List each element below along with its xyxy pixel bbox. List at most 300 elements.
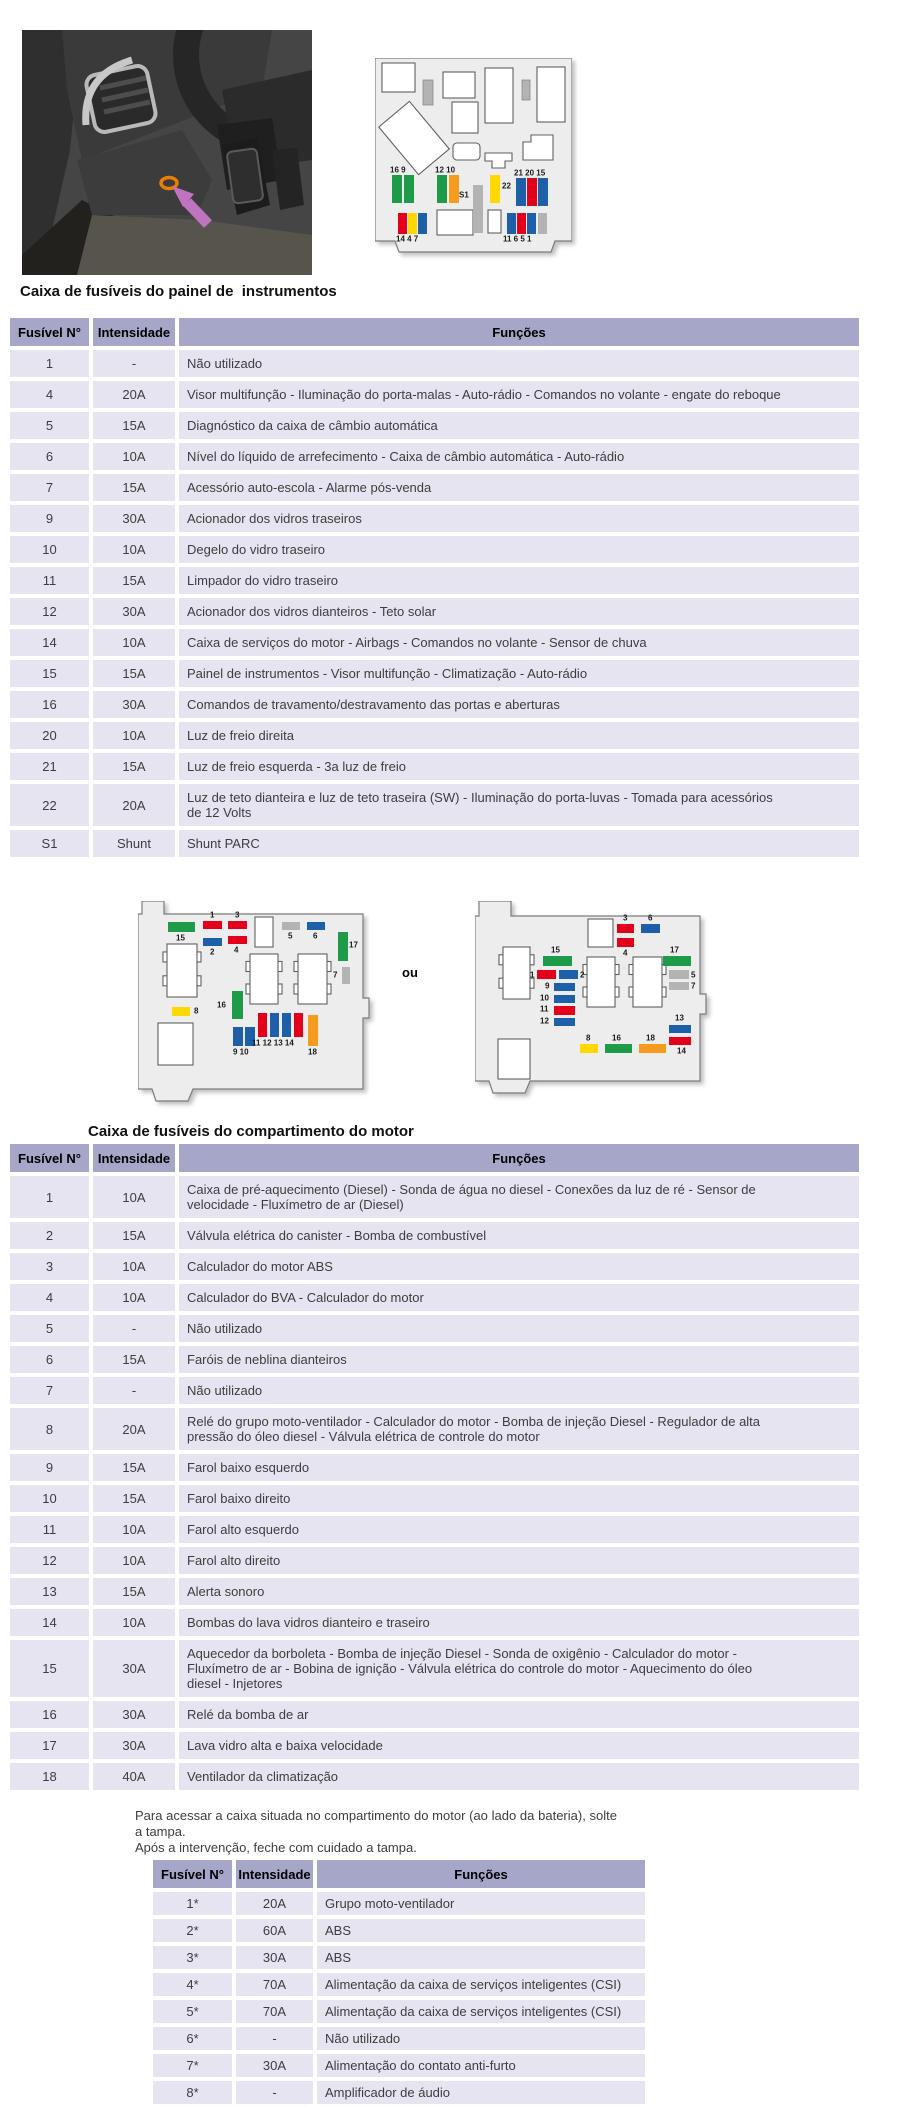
fuse-functions: Shunt PARC (179, 830, 859, 857)
fuse-functions: Alerta sonoro (179, 1578, 859, 1605)
fuse-row (10, 830, 859, 857)
fuse-row (10, 412, 859, 439)
fuse-6 (517, 213, 526, 234)
fuse-row (10, 1315, 859, 1342)
fuse-table-battery (149, 1856, 649, 2108)
fuse-functions: Não utilizado (179, 1315, 859, 1342)
fuse-amperage: 20A (93, 381, 175, 408)
fuse-number: 14 (10, 1609, 89, 1636)
fuse-functions: Não utilizado (317, 2027, 645, 2050)
fuse-functions: Alimentação do contato anti-furto (317, 2054, 645, 2077)
fuse-8 (580, 1044, 598, 1053)
fuse-label: 11 6 5 1 (503, 234, 532, 244)
fuse-amperage: 20A (93, 1408, 175, 1450)
fuse-label: 12 (540, 1016, 549, 1026)
fuse-number: 3* (153, 1946, 232, 1969)
fuse-functions: Ventilador da climatização (179, 1763, 859, 1790)
fuse-label: 14 4 7 (396, 234, 419, 244)
fuse-row (10, 691, 859, 718)
fuse-14 (669, 1037, 691, 1045)
fuse-number: 6* (153, 2027, 232, 2050)
fuse-amperage: 15A (93, 753, 175, 780)
fuse-6 (307, 922, 325, 930)
fuse-number: 9 (10, 1454, 89, 1481)
fuse-functions: ABS (317, 1919, 645, 1942)
column-header: Intensidade (93, 1144, 175, 1172)
fuse-row (10, 1516, 859, 1543)
column-header: Fusível N° (10, 1144, 89, 1172)
fuse-number: 5 (10, 412, 89, 439)
fuse-S1 (473, 185, 483, 233)
fuse-amperage: 15A (93, 1454, 175, 1481)
fuse-functions: Diagnóstico da caixa de câmbio automática (179, 412, 859, 439)
fuse-4 (617, 938, 634, 947)
fuse-amperage: 10A (93, 536, 175, 563)
fuse-label: 1 (530, 970, 535, 980)
fuse-14 (398, 213, 407, 234)
fuse-amperage: 10A (93, 722, 175, 749)
fuse-number: 7 (10, 1377, 89, 1404)
fuse-label: 7 (333, 970, 338, 980)
fuse-18 (639, 1044, 666, 1053)
fuse-9 (233, 1027, 243, 1046)
fuse-label: 17 (349, 940, 358, 950)
fuse-amperage: - (93, 1377, 175, 1404)
relay-slot (423, 80, 433, 105)
fuse-row (10, 1454, 859, 1481)
section-title-panel: Caixa de fusíveis do painel de instrumentos (20, 283, 337, 300)
fuse-row (153, 2000, 645, 2023)
fuse-row (10, 660, 859, 687)
fuse-functions: Não utilizado (179, 1377, 859, 1404)
fuse-label: 2 (210, 947, 215, 957)
fuse-functions: Acionador dos vidros dianteiros - Teto solar (179, 598, 859, 625)
fuse-label: 14 (677, 1046, 686, 1056)
fuse-12 (437, 175, 447, 203)
fuse-number: 9 (10, 505, 89, 532)
fuse-1 (537, 970, 556, 979)
fuse-amperage: - (236, 2081, 313, 2104)
fuse-amperage: 30A (93, 1732, 175, 1759)
fuse-label: 10 (540, 993, 549, 1003)
fuse-label: S1 (459, 190, 469, 200)
fuse-label: 8 (194, 1006, 199, 1016)
relay-slot (452, 102, 478, 133)
fuse-2 (559, 970, 578, 979)
fuse-amperage: - (93, 1315, 175, 1342)
fuse-amperage: 15A (93, 1222, 175, 1249)
fuse-row (10, 784, 859, 826)
access-note-line1: Para acessar a caixa situada no compartimento do motor (ao lado da bateria), solte a tampa. (135, 1808, 617, 1839)
fuse-amperage: 15A (93, 474, 175, 501)
fuse-number: 16 (10, 691, 89, 718)
fuse-label: 16 9 (390, 165, 406, 175)
relay-slot (498, 1039, 530, 1079)
fuse-row (10, 474, 859, 501)
fuse-functions: Caixa de serviços do motor - Airbags - Comandos no volante - Sensor de chuva (179, 629, 859, 656)
fuse-functions: Luz de freio esquerda - 3a luz de freio (179, 753, 859, 780)
fuse-amperage: 15A (93, 412, 175, 439)
fuse-14 (294, 1013, 303, 1037)
column-header: Funções (317, 1860, 645, 1888)
fuse-number: 21 (10, 753, 89, 780)
relay-slot (485, 68, 513, 123)
fuse-row (10, 567, 859, 594)
fuse-functions: Amplificador de áudio (317, 2081, 645, 2104)
fuse-label: 7 (691, 981, 696, 991)
column-header: Fusível N° (153, 1860, 232, 1888)
fuse-label: 3 (235, 910, 240, 920)
fuse-label: 5 (691, 970, 696, 980)
relay-slot (522, 80, 530, 100)
relay-slot (588, 919, 613, 947)
column-header: Funções (179, 318, 859, 346)
fuse-label: 8 (586, 1033, 591, 1043)
fuse-label: 11 (540, 1004, 549, 1014)
fuse-number: 5 (10, 1315, 89, 1342)
panel-fusebox-diagram (375, 58, 572, 259)
fuse-21 (516, 178, 526, 206)
fuse-number: 2* (153, 1919, 232, 1942)
fuse-row (10, 1176, 859, 1218)
fuse-label: 3 (623, 913, 628, 923)
fuse-row (10, 598, 859, 625)
fuse-label: 22 (502, 181, 511, 191)
fuse-17 (338, 932, 348, 961)
fuse-22 (490, 175, 500, 203)
relay-slot (158, 1023, 193, 1065)
fuse-functions: Calculador do BVA - Calculador do motor (179, 1284, 859, 1311)
fuse-amperage: 40A (93, 1763, 175, 1790)
fuse-row (10, 629, 859, 656)
fuse-functions: Lava vidro alta e baixa velocidade (179, 1732, 859, 1759)
fuse-row (10, 505, 859, 532)
fuse-row (153, 2054, 645, 2077)
fuse-label: 9 (545, 981, 550, 991)
fuse-functions: Acionador dos vidros traseiros (179, 505, 859, 532)
engine-figures (0, 901, 916, 1113)
fuse-label: 6 (313, 931, 318, 941)
fuse-row (10, 1609, 859, 1636)
fuse-number: 11 (10, 567, 89, 594)
fuse-functions: Alimentação da caixa de serviços inteligentes (CSI) (317, 2000, 645, 2023)
fuse-number: 4 (10, 1284, 89, 1311)
fuse-label: 5 (288, 931, 293, 941)
fuse-functions: Visor multifunção - Iluminação do porta-malas - Auto-rádio - Comandos no volante - engate do reboque (179, 381, 859, 408)
fuse-functions: Farol alto esquerdo (179, 1516, 859, 1543)
fuse-row (153, 1946, 645, 1969)
fuse-number: 17 (10, 1732, 89, 1759)
or-label: ou (402, 965, 418, 980)
engine-fusebox-diagram-right (475, 901, 708, 1108)
relay-slot (587, 957, 615, 1007)
fuse-number: 4* (153, 1973, 232, 1996)
fuse-number: 5* (153, 2000, 232, 2023)
fuse-amperage: Shunt (93, 830, 175, 857)
fuse-row (10, 1547, 859, 1574)
fuse-6 (641, 924, 660, 933)
fuse-amperage: 20A (236, 1892, 313, 1915)
fuse-12 (270, 1013, 279, 1037)
fuse-functions: Luz de teto dianteira e luz de teto traseira (SW) - Iluminação do porta-luvas - Tomada para acessórios de 12 Volts (179, 784, 859, 826)
relay-slot (382, 63, 415, 92)
relay-slot (488, 210, 501, 233)
fuse-row (10, 1253, 859, 1280)
fuse-label: 17 (670, 945, 679, 955)
fuse-4 (228, 936, 247, 944)
fuse-table-panel (6, 314, 863, 861)
fuse-11 (507, 213, 516, 234)
fuse-13 (669, 1025, 691, 1033)
fuse-functions: Luz de freio direita (179, 722, 859, 749)
fuse-number: 20 (10, 722, 89, 749)
fuse-13 (282, 1013, 291, 1037)
fuse-row (10, 1701, 859, 1728)
fuse-amperage: 10A (93, 629, 175, 656)
relay-slot (453, 143, 480, 160)
fuse-5 (282, 922, 300, 930)
fuse-number: 18 (10, 1763, 89, 1790)
fuse-number: 12 (10, 598, 89, 625)
fuse-number: 15 (10, 1640, 89, 1697)
fuse-label: 18 (646, 1033, 655, 1043)
access-note (135, 1808, 617, 1856)
fuse-amperage: 10A (93, 1609, 175, 1636)
fuse-label: 4 (623, 948, 628, 958)
fuse-15 (543, 956, 572, 966)
fuse-amperage: - (93, 350, 175, 377)
fuse-functions: Farol alto direito (179, 1547, 859, 1574)
fuse-functions: Grupo moto-ventilador (317, 1892, 645, 1915)
fuse-15 (168, 922, 195, 932)
fuse-amperage: 10A (93, 1284, 175, 1311)
fuse-amperage: 30A (93, 1640, 175, 1697)
fuse-row (153, 1892, 645, 1915)
fuse-label: 1 (210, 910, 215, 920)
fuse-number: 8 (10, 1408, 89, 1450)
fuse-number: 12 (10, 1547, 89, 1574)
fuse-functions: Farol baixo direito (179, 1485, 859, 1512)
fuse-label: 18 (308, 1047, 317, 1057)
fuse-label: 13 (675, 1013, 684, 1023)
fuse-16 (232, 991, 243, 1019)
relay-slot (250, 954, 278, 1004)
fuse-amperage: 15A (93, 1485, 175, 1512)
fuse-row (153, 2027, 645, 2050)
fuse-label: 15 (551, 945, 560, 955)
fuse-number: 1* (153, 1892, 232, 1915)
fuse-label: 16 (612, 1033, 621, 1043)
fuse-number: 14 (10, 629, 89, 656)
fuse-row (10, 1578, 859, 1605)
fuse-number: 7 (10, 474, 89, 501)
fuse-number: 16 (10, 1701, 89, 1728)
fuse-16 (605, 1044, 632, 1053)
fuse-number: 7* (153, 2054, 232, 2077)
fuse-label: 2 (580, 970, 585, 980)
fuse-amperage: 20A (93, 784, 175, 826)
fuse-11 (554, 1006, 575, 1015)
relay-slot (437, 210, 473, 235)
fuse-8 (172, 1007, 190, 1016)
relay-slot (298, 954, 327, 1004)
fuse-number: 1 (10, 350, 89, 377)
relay-slot (443, 72, 475, 98)
fuse-functions: Relé da bomba de ar (179, 1701, 859, 1728)
fuse-11 (258, 1013, 267, 1037)
column-header: Funções (179, 1144, 859, 1172)
fuse-5 (527, 213, 536, 234)
relay-slot (503, 947, 530, 999)
fuse-functions: Faróis de neblina dianteiros (179, 1346, 859, 1373)
fuse-20 (527, 178, 537, 206)
fuse-functions: Não utilizado (179, 350, 859, 377)
fuse-number: 3 (10, 1253, 89, 1280)
fuse-label: 16 (217, 1000, 226, 1010)
fuse-functions: Limpador do vidro traseiro (179, 567, 859, 594)
fuse-row (10, 536, 859, 563)
fuse-row (153, 1919, 645, 1942)
fuse-number: 13 (10, 1578, 89, 1605)
fuse-12 (554, 1018, 575, 1026)
fuse-amperage: 15A (93, 1578, 175, 1605)
fuse-functions: Relé do grupo moto-ventilador - Calculador do motor - Bomba de injeção Diesel - Regulador de alta pressão do óleo diesel - Válvula elétrica de controle do motor (179, 1408, 859, 1450)
fuse-amperage: 10A (93, 1516, 175, 1543)
fuse-functions: Nível do líquido de arrefecimento - Caixa de câmbio automática - Auto-rádio (179, 443, 859, 470)
fuse-functions: Calculador do motor ABS (179, 1253, 859, 1280)
fuse-number: 4 (10, 381, 89, 408)
fuse-table-engine (6, 1140, 863, 1794)
fuse-functions: Painel de instrumentos - Visor multifunção - Climatização - Auto-rádio (179, 660, 859, 687)
fuse-row (153, 2081, 645, 2104)
fuse-10 (449, 175, 459, 203)
fuse-row (10, 1732, 859, 1759)
fuse-row (10, 1284, 859, 1311)
fuse-2 (203, 938, 222, 946)
fuse-5 (669, 970, 689, 979)
fuse-row (10, 1377, 859, 1404)
fuse-row (10, 1485, 859, 1512)
fuse-functions: ABS (317, 1946, 645, 1969)
fuse-amperage: 30A (93, 505, 175, 532)
fuse-amperage: 10A (93, 1547, 175, 1574)
column-header: Fusível N° (10, 318, 89, 346)
fuse-1 (538, 213, 547, 234)
fuse-18 (308, 1015, 318, 1046)
fuse-number: 2 (10, 1222, 89, 1249)
fuse-amperage: 30A (236, 2054, 313, 2077)
relay-slot (167, 944, 197, 997)
fuse-label: 4 (234, 945, 239, 955)
section-title-engine: Caixa de fusíveis do compartimento do motor (88, 1123, 414, 1140)
fuse-number: 6 (10, 1346, 89, 1373)
fuse-10 (554, 995, 575, 1003)
fuse-amperage: 15A (93, 660, 175, 687)
fuse-17 (663, 956, 691, 966)
fuse-amperage: 10A (93, 443, 175, 470)
fuse-functions: Acessório auto-escola - Alarme pós-venda (179, 474, 859, 501)
access-note-line2: Após a intervenção, feche com cuidado a tampa. (135, 1840, 417, 1855)
fuse-functions: Caixa de pré-aquecimento (Diesel) - Sonda de água no diesel - Conexões da luz de ré - Sensor de velocidade - Fluxímetro de ar (Diesel) (179, 1176, 859, 1218)
fuse-row (10, 381, 859, 408)
fuse-amperage: 15A (93, 567, 175, 594)
fuse-4 (408, 213, 417, 234)
fuse-row (10, 350, 859, 377)
engine-fusebox-diagram-left (138, 901, 371, 1108)
fuse-row (10, 1408, 859, 1450)
fuse-label: 6 (648, 913, 653, 923)
fuse-number: S1 (10, 830, 89, 857)
fuse-amperage: 70A (236, 1973, 313, 1996)
fuse-amperage: - (236, 2027, 313, 2050)
fuse-3 (228, 921, 247, 929)
fuse-number: 22 (10, 784, 89, 826)
fuse-amperage: 30A (93, 691, 175, 718)
fuse-row (10, 1640, 859, 1697)
fuse-row (153, 1973, 645, 1996)
fuse-row (10, 722, 859, 749)
fuse-row (10, 753, 859, 780)
fuse-amperage: 30A (93, 598, 175, 625)
fuse-label: 9 10 (233, 1047, 249, 1057)
fuse-1 (203, 921, 222, 929)
fuse-amperage: 30A (93, 1701, 175, 1728)
fuse-3 (617, 924, 634, 933)
fuse-number: 11 (10, 1516, 89, 1543)
fuse-functions: Válvula elétrica do canister - Bomba de combustível (179, 1222, 859, 1249)
fuse-number: 10 (10, 1485, 89, 1512)
fuse-9 (554, 983, 575, 991)
fuse-functions: Bombas do lava vidros dianteiro e traseiro (179, 1609, 859, 1636)
fuse-label: 15 (176, 933, 185, 943)
fuse-number: 15 (10, 660, 89, 687)
fuse-functions: Degelo do vidro traseiro (179, 536, 859, 563)
fuse-number: 10 (10, 536, 89, 563)
fuse-amperage: 10A (93, 1176, 175, 1218)
fuse-number: 6 (10, 443, 89, 470)
fuse-7 (418, 213, 427, 234)
column-header: Intensidade (93, 318, 175, 346)
fuse-label: 21 20 15 (514, 168, 546, 178)
fuse-label: 12 10 (435, 165, 456, 175)
fuse-row (10, 1763, 859, 1790)
top-figures (0, 0, 916, 314)
fuse-functions: Farol baixo esquerdo (179, 1454, 859, 1481)
relay-slot (255, 917, 273, 947)
fuse-9 (404, 175, 414, 203)
fuse-label: 11 12 13 14 (252, 1038, 294, 1048)
fuse-16 (392, 175, 402, 203)
fuse-number: 8* (153, 2081, 232, 2104)
fuse-amperage: 10A (93, 1253, 175, 1280)
fuse-amperage: 30A (236, 1946, 313, 1969)
fuse-amperage: 60A (236, 1919, 313, 1942)
fuse-functions: Comandos de travamento/destravamento das portas e aberturas (179, 691, 859, 718)
fuse-amperage: 15A (93, 1346, 175, 1373)
column-header: Intensidade (236, 1860, 313, 1888)
relay-slot (633, 957, 662, 1007)
relay-slot (537, 67, 565, 122)
fuse-7 (669, 982, 689, 990)
fuse-row (10, 1222, 859, 1249)
fuse-amperage: 70A (236, 2000, 313, 2023)
fuse-row (10, 1346, 859, 1373)
fuse-number: 1 (10, 1176, 89, 1218)
fuse-row (10, 443, 859, 470)
fuse-15 (538, 178, 548, 206)
fuse-functions: Alimentação da caixa de serviços inteligentes (CSI) (317, 1973, 645, 1996)
fuse-7 (342, 967, 350, 984)
